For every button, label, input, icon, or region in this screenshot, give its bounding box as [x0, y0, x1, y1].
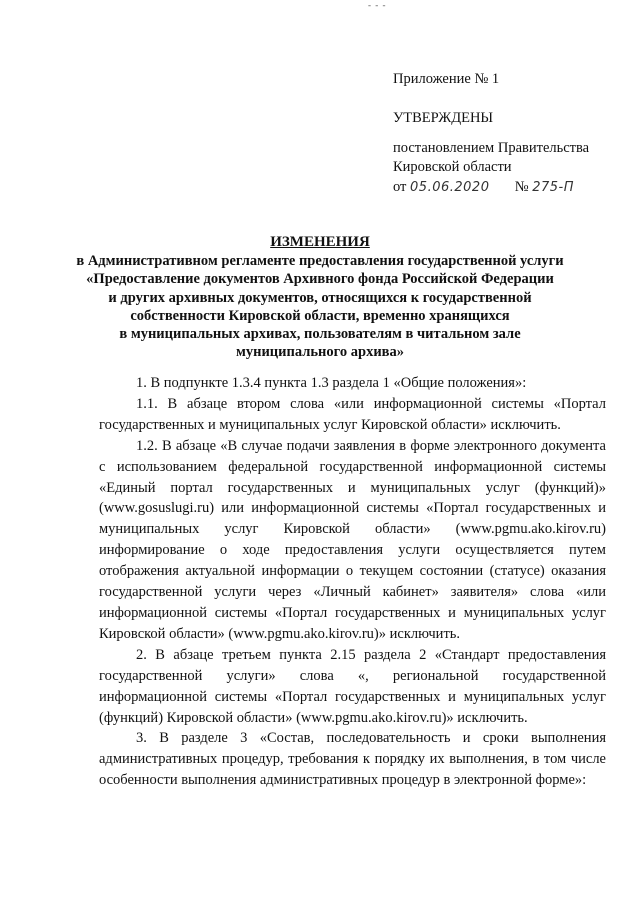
- date-prefix: от: [393, 179, 407, 195]
- number-prefix: №: [514, 179, 529, 195]
- document-title-block: [60, 233, 580, 361]
- decree-line-1: постановлением Правительства: [393, 140, 590, 156]
- title-line: и других архивных документов, относящихся к государственной: [108, 289, 532, 306]
- decree-date: 05.06.2020: [410, 180, 490, 195]
- approved-label: УТВЕРЖДЕНЫ: [393, 110, 494, 126]
- appendix-label: Приложение № 1: [393, 71, 500, 87]
- top-mark: - - -: [368, 0, 387, 10]
- document-title: ИЗМЕНЕНИЯ: [270, 234, 370, 250]
- date-line: [393, 178, 574, 197]
- paragraph-3: 3. В разделе 3 «Состав, последовательность и сроки выполнения административных процедур, требования к порядку их выполнения, в том числе особенности выполнения административных процедур в электронной форме»:: [99, 730, 606, 789]
- title-line: «Предоставление документов Архивного фонда Российской Федерации: [86, 271, 554, 288]
- decree-line-2: Кировской области: [393, 159, 512, 175]
- title-line: собственности Кировской области, временно хранящихся: [130, 307, 510, 324]
- title-line: в муниципальных архивах, пользователям в читальном зале: [119, 326, 521, 343]
- title-line: муниципального архива»: [235, 344, 405, 361]
- title-line: в Административном регламенте предоставления государственной услуги: [76, 253, 564, 270]
- paragraph-1-1: 1.1. В абзаце втором слова «или информационной системы «Портал государственных и муниципальных услуг Кировской области» исключить.: [99, 395, 606, 433]
- document-body: [99, 373, 606, 791]
- paragraph-2: 2. В абзаце третьем пункта 2.15 раздела 2 «Стандарт предоставления государственной услуги» слова «, региональной государственной информационной системы «Портал государственных и муниципальных услуг (функций) Кировской области» (www.pgmu.ako.kirov.ru)» исключить.: [99, 646, 606, 726]
- approval-block: [393, 70, 623, 195]
- paragraph-1-2: 1.2. В абзаце «В случае подачи заявления в форме электронного документа с использованием федеральной государственной информационной системы «Единый портал государственных и муниципальных услуг (функций)» (www.gosuslugi.ru) или информационной системы «Портал государственных и муниципальных услуг Кировской области» (www.pgmu.ako.kirov.ru) информирование о ходе предоставления услуги осуществляется путем отображения актуальной информации о текущем состоянии (статусе) оказания государственной услуги через «Личный кабинет» заявителя» слова «или информационной системы «Портал государственных и муниципальных услуг Кировской области» (www.pgmu.ako.kirov.ru)» исключить.: [99, 437, 606, 642]
- paragraph-1: 1. В подпункте 1.3.4 пункта 1.3 раздела 1 «Общие положения»:: [136, 375, 527, 391]
- decree-number: 275-П: [532, 180, 574, 195]
